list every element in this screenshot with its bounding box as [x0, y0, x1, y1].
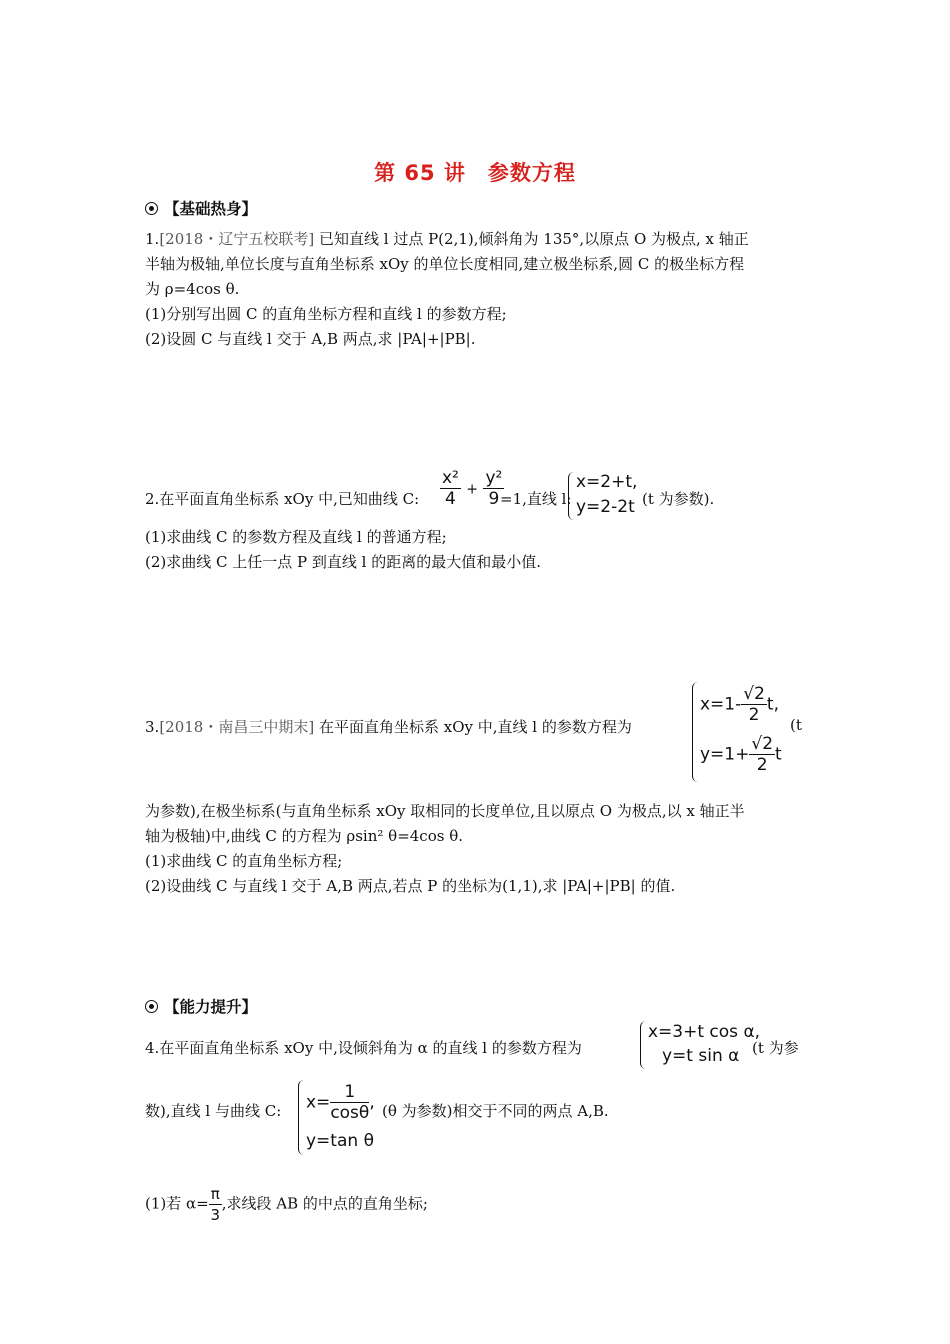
problem-2-system-row-1: x=2+t,: [576, 472, 638, 492]
problem-number: 1.: [145, 230, 160, 248]
problem-3-system-row-2: y=1+ $\frac{√2}{2}$ t: [700, 734, 782, 775]
problem-2-system-row-2: y=2-2t: [576, 497, 635, 517]
problem-source: [2018・南昌三中期末]: [159, 718, 315, 736]
fraction-1-over-cos: $\frac{1}{\cos\theta}$: [330, 1082, 370, 1123]
fraction-pi-over-3: $\frac{\pi}{3}$: [210, 1185, 220, 1224]
page-title: 第 65 讲 参数方程: [374, 161, 576, 185]
problem-3-system-row-1: x=1- $\frac{√2}{2}$ t,: [700, 684, 779, 725]
section-header-warmup: [145, 197, 257, 219]
target-bullet-icon: [145, 202, 158, 215]
fraction-sqrt2-over-2: $\frac{√2}{2}$: [743, 684, 765, 725]
section-label: 【基础热身】: [164, 200, 258, 218]
problem-2-param-note: (t 为参数).: [642, 490, 715, 508]
fraction-sqrt2-over-2: $\frac{√2}{2}$: [751, 734, 774, 775]
problem-3-question-2: (2)设曲线 C 与直线 l 交于 A,B 两点,若点 P 的坐标为(1,1),求 |PA|+|PB| 的值.: [145, 877, 676, 895]
target-bullet-icon: [145, 1000, 158, 1013]
problem-4-line-2b: (θ 为参数)相交于不同的两点 A,B.: [382, 1102, 609, 1120]
section-header-advanced: [145, 995, 257, 1017]
problem-4-curve-row-1: x= $\frac{1}{\cos\theta}$ ,: [306, 1082, 375, 1123]
problem-4-line-2a: 数),直线 l 与曲线 C:: [145, 1102, 282, 1120]
problem-2-ellipse-equation: $\frac{\text{x²}}{4}$ + $\frac{\text{y²}}{9}$: [442, 468, 503, 509]
section-label: 【能力提升】: [164, 998, 258, 1016]
problem-3-line-2: 为参数),在极坐标系(与直角坐标系 xOy 取相同的长度单位,且以原点 O 为极点,以 x 轴正半: [145, 802, 745, 820]
fraction-x2-4: $\frac{\text{x²}}{4}$: [442, 468, 459, 509]
problem-4-system-row-1: x=3+t cos α,: [648, 1022, 761, 1042]
fraction-y2-9: $\frac{\text{y²}}{9}$: [485, 468, 503, 509]
problem-1-line-1: [145, 228, 749, 249]
problem-text: 已知直线 l 过点 P(2,1),倾斜角为 135°,以原点 O 为极点, x 轴正: [318, 230, 749, 248]
problem-1-line-2: 半轴为极轴,单位长度与直角坐标系 xOy 的单位长度相同,建立极坐标系,圆 C 的极坐标方程: [145, 255, 745, 273]
problem-4-curve-row-2: y=tan θ: [306, 1131, 374, 1151]
problem-3-param-open: (t: [790, 716, 802, 734]
problem-4-question-1: (1)若 α= $\frac{\pi}{3}$ ,求线段 AB 的中点的直角坐标;: [145, 1185, 428, 1224]
problem-2-question-2: (2)求曲线 C 上任一点 P 到直线 l 的距离的最大值和最小值.: [145, 553, 541, 571]
problem-4-system-row-2: y=t sin α: [662, 1046, 740, 1066]
problem-3-line-3: 轴为极轴)中,曲线 C 的方程为 ρsin² θ=4cos θ.: [145, 827, 463, 845]
problem-4-lead: 4.在平面直角坐标系 xOy 中,设倾斜角为 α 的直线 l 的参数方程为: [145, 1039, 582, 1057]
problem-3-lead: 3.[2018・南昌三中期末] 在平面直角坐标系 xOy 中,直线 l 的参数方程为: [145, 718, 632, 736]
problem-source: [2018・辽宁五校联考]: [159, 230, 315, 248]
problem-2-question-1: (1)求曲线 C 的参数方程及直线 l 的普通方程;: [145, 528, 447, 546]
problem-4-param-note: (t 为参: [752, 1039, 799, 1057]
problem-1-line-3: 为 ρ=4cos θ.: [145, 280, 240, 298]
problem-2-line-label: =1,直线 l:: [500, 490, 572, 508]
problem-2-lead: 2.在平面直角坐标系 xOy 中,已知曲线 C:: [145, 490, 420, 508]
problem-1-question-2: (2)设圆 C 与直线 l 交于 A,B 两点,求 |PA|+|PB|.: [145, 330, 476, 348]
problem-3-question-1: (1)求曲线 C 的直角坐标方程;: [145, 852, 343, 870]
problem-1-question-1: (1)分别写出圆 C 的直角坐标方程和直线 l 的参数方程;: [145, 305, 507, 323]
